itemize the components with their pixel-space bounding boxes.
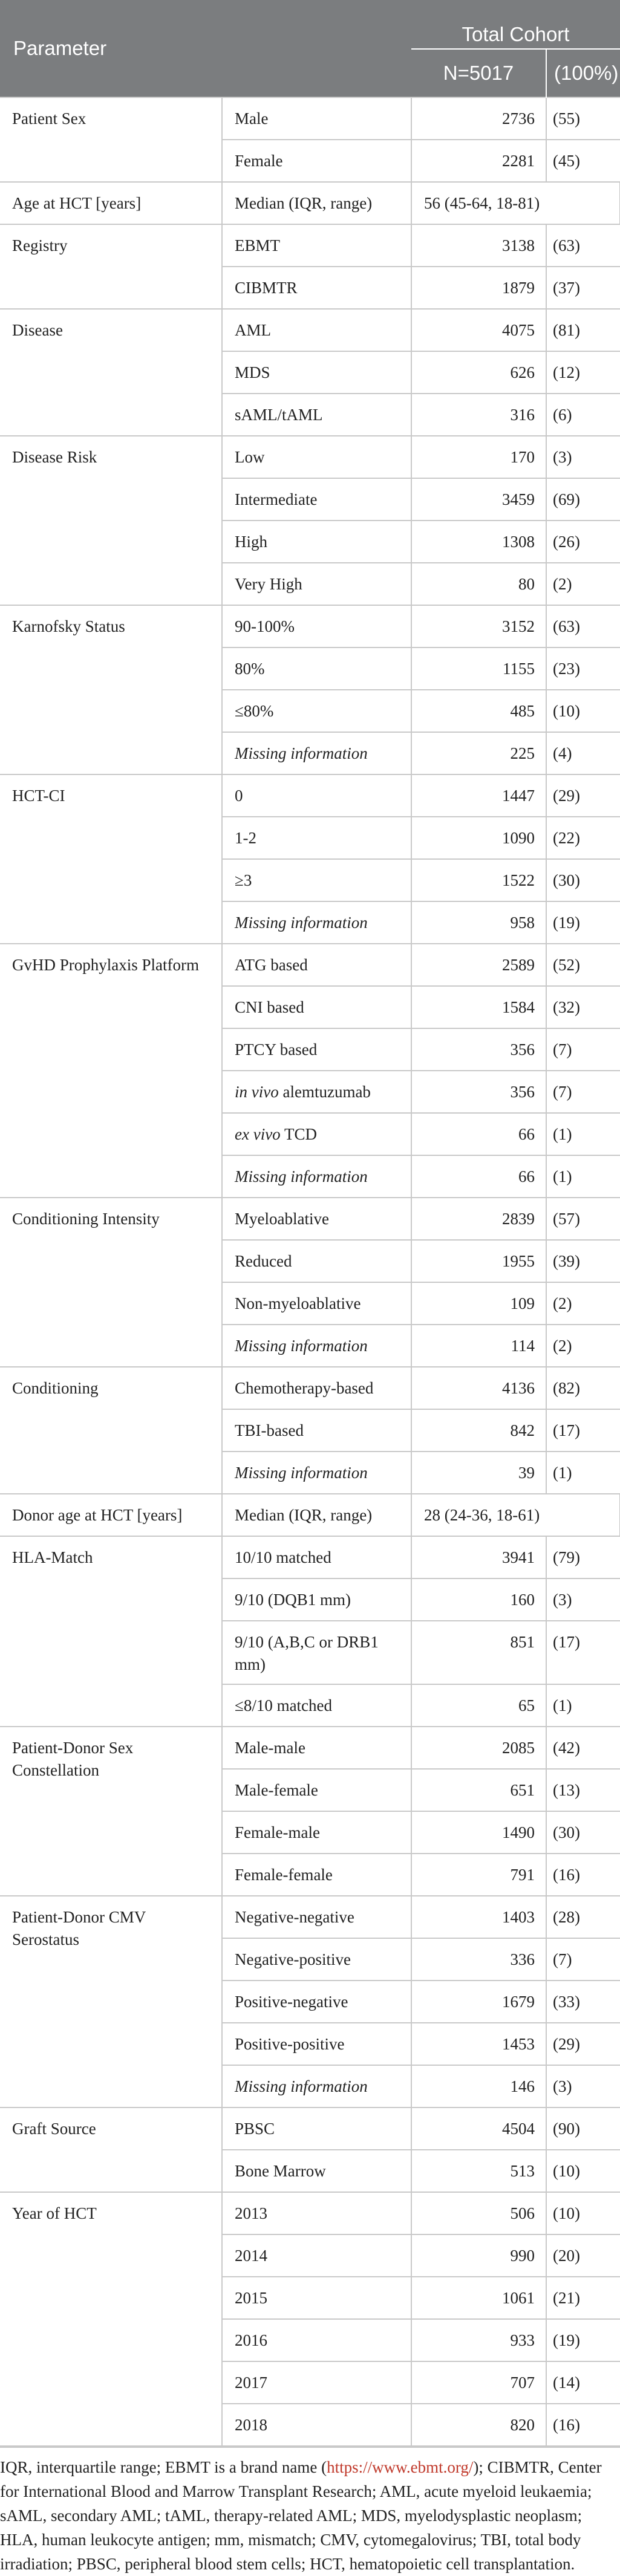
subcategory-cell: 1-2 bbox=[222, 817, 411, 859]
parameter-cell: Registry bbox=[0, 224, 222, 309]
subcategory-cell: Male bbox=[222, 97, 411, 140]
table-row bbox=[0, 1727, 620, 1769]
percent-cell: (57) bbox=[546, 1198, 620, 1240]
subcategory-cell: CIBMTR bbox=[222, 267, 411, 309]
subcategory-cell: 9/10 (A,B,C or DRB1 mm) bbox=[222, 1621, 411, 1684]
parameter-cell: Age at HCT [years] bbox=[0, 182, 222, 224]
subcategory-rest: alemtuzumab bbox=[278, 1083, 371, 1101]
count-cell: 1155 bbox=[411, 647, 546, 690]
subcategory-cell: Chemotherapy-based bbox=[222, 1367, 411, 1409]
count-cell: 707 bbox=[411, 2361, 546, 2404]
count-cell: 990 bbox=[411, 2234, 546, 2277]
table-row bbox=[0, 1896, 620, 1938]
count-cell: 336 bbox=[411, 1938, 546, 1981]
parameter-cell: HLA-Match bbox=[0, 1536, 222, 1727]
subcategory-cell: TBI-based bbox=[222, 1409, 411, 1452]
percent-cell: (10) bbox=[546, 2192, 620, 2234]
percent-cell: (30) bbox=[546, 1811, 620, 1854]
percent-cell: (16) bbox=[546, 1854, 620, 1896]
subcategory-cell: Very High bbox=[222, 563, 411, 605]
subcategory-cell: Intermediate bbox=[222, 478, 411, 521]
count-cell: 39 bbox=[411, 1452, 546, 1494]
count-cell: 160 bbox=[411, 1578, 546, 1621]
subcategory-cell: ≥3 bbox=[222, 859, 411, 901]
percent-cell: (6) bbox=[546, 394, 620, 436]
subcategory-cell bbox=[222, 1071, 411, 1113]
subcategory-cell: 2017 bbox=[222, 2361, 411, 2404]
table-row bbox=[0, 605, 620, 647]
percent-cell: (14) bbox=[546, 2361, 620, 2404]
count-cell: 1584 bbox=[411, 986, 546, 1028]
median-value-cell: 28 (24-36, 18-61) bbox=[411, 1494, 620, 1536]
count-cell: 2589 bbox=[411, 944, 546, 986]
subcategory-cell: sAML/tAML bbox=[222, 394, 411, 436]
subcategory-cell: 10/10 matched bbox=[222, 1536, 411, 1578]
percent-cell: (17) bbox=[546, 1621, 620, 1684]
percent-cell: (30) bbox=[546, 859, 620, 901]
table-row bbox=[0, 1367, 620, 1409]
subcategory-cell: 2015 bbox=[222, 2277, 411, 2319]
percent-cell: (17) bbox=[546, 1409, 620, 1452]
subcategory-cell: Negative-negative bbox=[222, 1896, 411, 1938]
percent-cell: (37) bbox=[546, 267, 620, 309]
percent-cell: (33) bbox=[546, 1981, 620, 2023]
subcategory-cell: Male-male bbox=[222, 1727, 411, 1769]
count-cell: 109 bbox=[411, 1282, 546, 1325]
count-cell: 170 bbox=[411, 436, 546, 478]
count-cell: 114 bbox=[411, 1325, 546, 1367]
subcategory-cell: Bone Marrow bbox=[222, 2150, 411, 2192]
subcategory-cell: Missing information bbox=[222, 732, 411, 774]
count-cell: 225 bbox=[411, 732, 546, 774]
subcategory-italic-prefix: ex vivo bbox=[235, 1125, 281, 1143]
count-cell: 1403 bbox=[411, 1896, 546, 1938]
percent-cell: (22) bbox=[546, 817, 620, 859]
subcategory-cell: Missing information bbox=[222, 1325, 411, 1367]
subcategory-cell bbox=[222, 1113, 411, 1155]
count-cell: 2736 bbox=[411, 97, 546, 140]
table-header bbox=[0, 0, 620, 97]
ebmt-link[interactable]: https://www.ebmt.org/ bbox=[327, 2458, 474, 2476]
percent-cell: (10) bbox=[546, 690, 620, 732]
count-cell: 80 bbox=[411, 563, 546, 605]
subcategory-cell: Missing information bbox=[222, 1452, 411, 1494]
count-cell: 1090 bbox=[411, 817, 546, 859]
table-footnote bbox=[0, 2447, 620, 2576]
subcategory-cell: High bbox=[222, 521, 411, 563]
count-cell: 1679 bbox=[411, 1981, 546, 2023]
header-percent: (100%) bbox=[546, 49, 620, 97]
subcategory-cell: 90-100% bbox=[222, 605, 411, 647]
subcategory-cell: Positive-positive bbox=[222, 2023, 411, 2065]
count-cell: 1879 bbox=[411, 267, 546, 309]
percent-cell: (1) bbox=[546, 1155, 620, 1198]
count-cell: 1490 bbox=[411, 1811, 546, 1854]
table-row bbox=[0, 1198, 620, 1240]
count-cell: 791 bbox=[411, 1854, 546, 1896]
subcategory-cell: 0 bbox=[222, 774, 411, 817]
subcategory-cell: PBSC bbox=[222, 2107, 411, 2150]
percent-cell: (7) bbox=[546, 1028, 620, 1071]
table-row bbox=[0, 1494, 620, 1536]
percent-cell: (2) bbox=[546, 1282, 620, 1325]
subcategory-rest: TCD bbox=[280, 1125, 317, 1143]
percent-cell: (39) bbox=[546, 1240, 620, 1282]
percent-cell: (90) bbox=[546, 2107, 620, 2150]
count-cell: 3941 bbox=[411, 1536, 546, 1578]
subcategory-cell: PTCY based bbox=[222, 1028, 411, 1071]
count-cell: 2085 bbox=[411, 1727, 546, 1769]
subcategory-cell: Female-female bbox=[222, 1854, 411, 1896]
count-cell: 933 bbox=[411, 2319, 546, 2361]
table-row bbox=[0, 97, 620, 140]
count-cell: 4075 bbox=[411, 309, 546, 351]
footnote-text-end: ); CIBMTR, Center for International Blood and Marrow Transplant Research; AML, acute myeloid leukaemia; sAML, secondary AML; tAML, therapy-related AML; MDS, myelodysplastic neoplasm; HLA, human leukocyte antigen; mm, mismatch; CMV, cytomegalovirus; TBI, total body irradiation; PBSC, peripheral blood stem cells; HCT, hematopoietic cell transplantation. bbox=[0, 2458, 602, 2573]
percent-cell: (79) bbox=[546, 1536, 620, 1578]
percent-cell: (1) bbox=[546, 1452, 620, 1494]
percent-cell: (19) bbox=[546, 2319, 620, 2361]
subcategory-cell: Non-myeloablative bbox=[222, 1282, 411, 1325]
percent-cell: (3) bbox=[546, 1578, 620, 1621]
percent-cell: (69) bbox=[546, 478, 620, 521]
count-cell: 4504 bbox=[411, 2107, 546, 2150]
parameter-cell: Donor age at HCT [years] bbox=[0, 1494, 222, 1536]
parameter-cell: Conditioning Intensity bbox=[0, 1198, 222, 1367]
count-cell: 1453 bbox=[411, 2023, 546, 2065]
count-cell: 626 bbox=[411, 351, 546, 394]
subcategory-cell: Missing information bbox=[222, 1155, 411, 1198]
subcategory-cell: AML bbox=[222, 309, 411, 351]
count-cell: 513 bbox=[411, 2150, 546, 2192]
count-cell: 3152 bbox=[411, 605, 546, 647]
percent-cell: (12) bbox=[546, 351, 620, 394]
percent-cell: (29) bbox=[546, 774, 620, 817]
subcategory-italic-prefix: in vivo bbox=[235, 1083, 279, 1101]
count-cell: 842 bbox=[411, 1409, 546, 1452]
table-row bbox=[0, 224, 620, 267]
count-cell: 820 bbox=[411, 2404, 546, 2446]
parameter-cell: Graft Source bbox=[0, 2107, 222, 2192]
subcategory-cell: Negative-positive bbox=[222, 1938, 411, 1981]
count-cell: 2281 bbox=[411, 140, 546, 182]
subcategory-cell: 2014 bbox=[222, 2234, 411, 2277]
percent-cell: (10) bbox=[546, 2150, 620, 2192]
count-cell: 506 bbox=[411, 2192, 546, 2234]
subcategory-cell: Missing information bbox=[222, 901, 411, 944]
percent-cell: (26) bbox=[546, 521, 620, 563]
parameter-cell: Karnofsky Status bbox=[0, 605, 222, 774]
count-cell: 65 bbox=[411, 1684, 546, 1727]
table-body bbox=[0, 97, 620, 2446]
percent-cell: (7) bbox=[546, 1938, 620, 1981]
subcategory-cell: ATG based bbox=[222, 944, 411, 986]
subcategory-cell: 80% bbox=[222, 647, 411, 690]
percent-cell: (2) bbox=[546, 1325, 620, 1367]
subcategory-cell: MDS bbox=[222, 351, 411, 394]
parameter-cell: Patient-Donor CMV Serostatus bbox=[0, 1896, 222, 2107]
subcategory-cell: 2016 bbox=[222, 2319, 411, 2361]
percent-cell: (19) bbox=[546, 901, 620, 944]
count-cell: 356 bbox=[411, 1028, 546, 1071]
count-cell: 4136 bbox=[411, 1367, 546, 1409]
subcategory-cell: Missing information bbox=[222, 2065, 411, 2107]
count-cell: 146 bbox=[411, 2065, 546, 2107]
parameter-cell: Conditioning bbox=[0, 1367, 222, 1494]
percent-cell: (55) bbox=[546, 97, 620, 140]
parameter-cell: GvHD Prophylaxis Platform bbox=[0, 944, 222, 1198]
subcategory-cell: 2018 bbox=[222, 2404, 411, 2446]
subcategory-cell: Median (IQR, range) bbox=[222, 1494, 411, 1536]
percent-cell: (45) bbox=[546, 140, 620, 182]
count-cell: 3459 bbox=[411, 478, 546, 521]
header-n-count: N=5017 bbox=[411, 49, 546, 97]
count-cell: 66 bbox=[411, 1155, 546, 1198]
percent-cell: (82) bbox=[546, 1367, 620, 1409]
table-row bbox=[0, 1536, 620, 1578]
count-cell: 1308 bbox=[411, 521, 546, 563]
percent-cell: (32) bbox=[546, 986, 620, 1028]
subcategory-cell: Male-female bbox=[222, 1769, 411, 1811]
footnote-text-start: IQR, interquartile range; EBMT is a brand name ( bbox=[0, 2458, 327, 2476]
count-cell: 2839 bbox=[411, 1198, 546, 1240]
parameter-cell: Patient-Donor Sex Constellation bbox=[0, 1727, 222, 1896]
percent-cell: (63) bbox=[546, 605, 620, 647]
count-cell: 1061 bbox=[411, 2277, 546, 2319]
header-total-cohort: Total Cohort bbox=[411, 0, 620, 49]
parameter-cell: Disease bbox=[0, 309, 222, 436]
percent-cell: (16) bbox=[546, 2404, 620, 2446]
count-cell: 3138 bbox=[411, 224, 546, 267]
subcategory-cell: Positive-negative bbox=[222, 1981, 411, 2023]
parameter-cell: Patient Sex bbox=[0, 97, 222, 182]
percent-cell: (1) bbox=[546, 1684, 620, 1727]
count-cell: 356 bbox=[411, 1071, 546, 1113]
percent-cell: (63) bbox=[546, 224, 620, 267]
subcategory-cell: Female bbox=[222, 140, 411, 182]
percent-cell: (23) bbox=[546, 647, 620, 690]
subcategory-cell: 9/10 (DQB1 mm) bbox=[222, 1578, 411, 1621]
table-row bbox=[0, 436, 620, 478]
count-cell: 1522 bbox=[411, 859, 546, 901]
percent-cell: (3) bbox=[546, 436, 620, 478]
count-cell: 1447 bbox=[411, 774, 546, 817]
percent-cell: (13) bbox=[546, 1769, 620, 1811]
table-row bbox=[0, 2107, 620, 2150]
subcategory-cell: ≤80% bbox=[222, 690, 411, 732]
count-cell: 66 bbox=[411, 1113, 546, 1155]
median-value-cell: 56 (45-64, 18-81) bbox=[411, 182, 620, 224]
parameter-cell: Year of HCT bbox=[0, 2192, 222, 2446]
percent-cell: (42) bbox=[546, 1727, 620, 1769]
subcategory-cell: ≤8/10 matched bbox=[222, 1684, 411, 1727]
percent-cell: (21) bbox=[546, 2277, 620, 2319]
percent-cell: (4) bbox=[546, 732, 620, 774]
subcategory-cell: Female-male bbox=[222, 1811, 411, 1854]
table-row bbox=[0, 944, 620, 986]
table-row bbox=[0, 2192, 620, 2234]
percent-cell: (1) bbox=[546, 1113, 620, 1155]
subcategory-cell: EBMT bbox=[222, 224, 411, 267]
percent-cell: (29) bbox=[546, 2023, 620, 2065]
parameter-cell: Disease Risk bbox=[0, 436, 222, 605]
table-row bbox=[0, 182, 620, 224]
count-cell: 485 bbox=[411, 690, 546, 732]
percent-cell: (28) bbox=[546, 1896, 620, 1938]
count-cell: 316 bbox=[411, 394, 546, 436]
percent-cell: (20) bbox=[546, 2234, 620, 2277]
percent-cell: (7) bbox=[546, 1071, 620, 1113]
count-cell: 1955 bbox=[411, 1240, 546, 1282]
percent-cell: (2) bbox=[546, 563, 620, 605]
table-row bbox=[0, 774, 620, 817]
parameter-cell: HCT-CI bbox=[0, 774, 222, 944]
count-cell: 651 bbox=[411, 1769, 546, 1811]
subcategory-cell: CNI based bbox=[222, 986, 411, 1028]
percent-cell: (81) bbox=[546, 309, 620, 351]
subcategory-cell: Median (IQR, range) bbox=[222, 182, 411, 224]
percent-cell: (3) bbox=[546, 2065, 620, 2107]
subcategory-cell: Reduced bbox=[222, 1240, 411, 1282]
subcategory-cell: Low bbox=[222, 436, 411, 478]
percent-cell: (52) bbox=[546, 944, 620, 986]
count-cell: 851 bbox=[411, 1621, 546, 1684]
table-row bbox=[0, 309, 620, 351]
count-cell: 958 bbox=[411, 901, 546, 944]
header-parameter: Parameter bbox=[0, 0, 411, 97]
subcategory-cell: 2013 bbox=[222, 2192, 411, 2234]
subcategory-cell: Myeloablative bbox=[222, 1198, 411, 1240]
